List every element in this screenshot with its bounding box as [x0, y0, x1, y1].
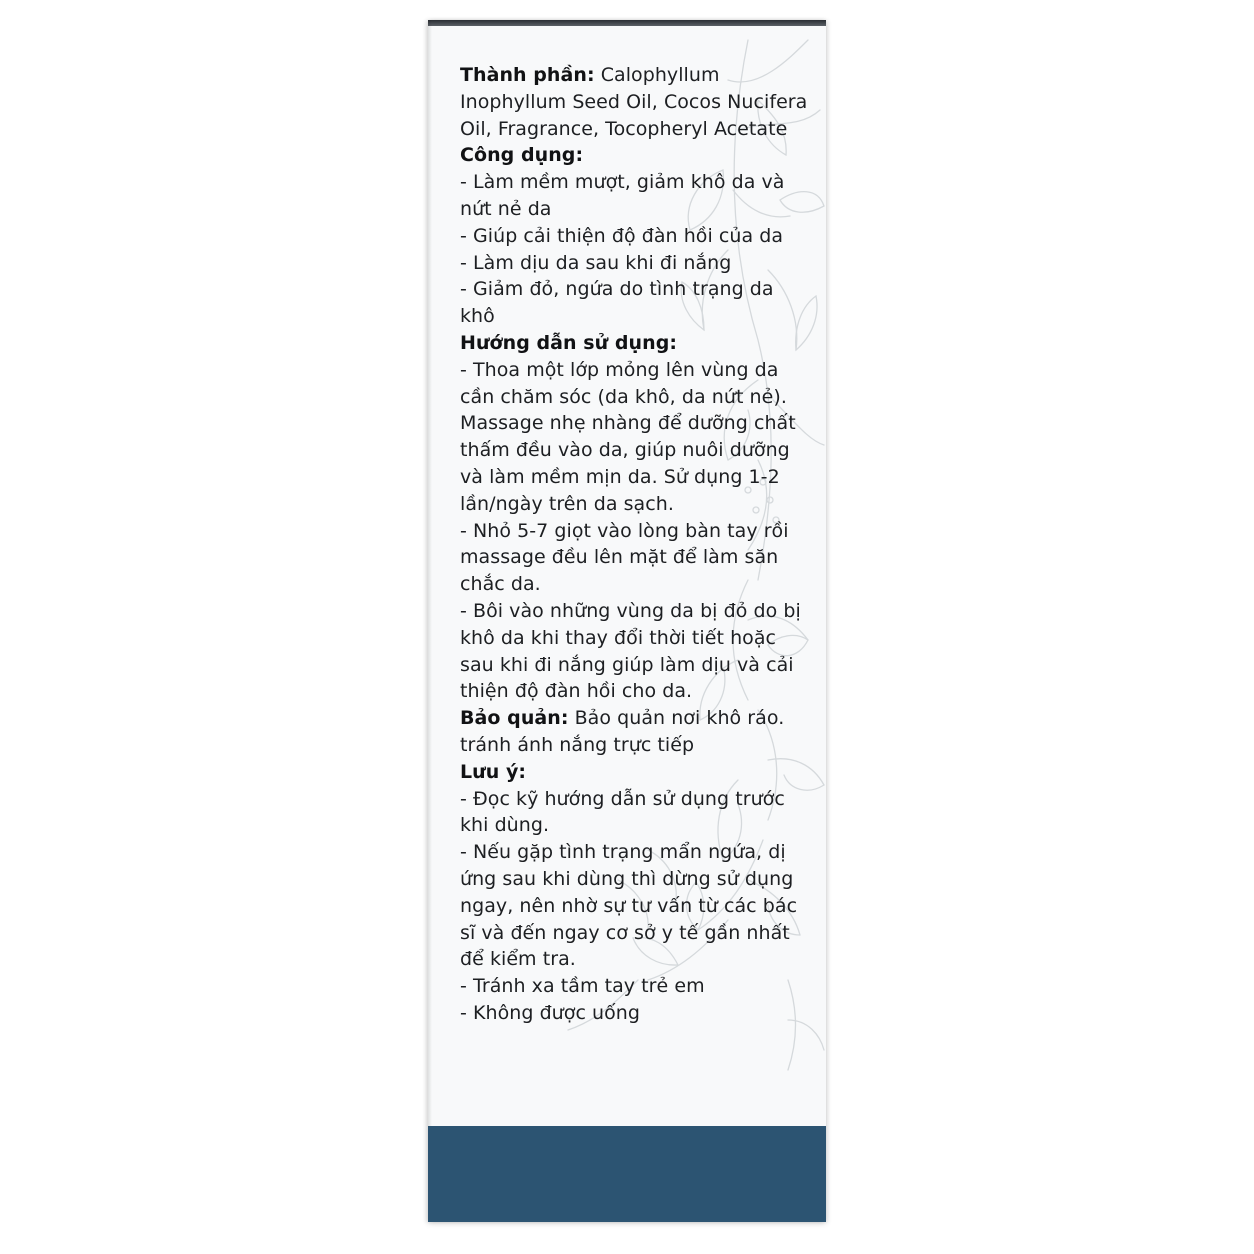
warnings-section: [460, 759, 808, 1027]
benefits-item: - Làm mềm mượt, giảm khô da và nứt nẻ da: [460, 171, 785, 220]
benefits-section: [460, 142, 808, 330]
benefits-item: - Làm dịu da sau khi đi nắng: [460, 251, 732, 274]
storage-heading: Bảo quản:: [460, 707, 569, 730]
usage-section: [460, 330, 808, 705]
benefits-heading: Công dụng:: [460, 144, 584, 167]
ingredients-heading: Thành phần:: [460, 64, 595, 86]
product-box-side-panel: [428, 20, 826, 1222]
warnings-item: - Không được uống: [460, 1001, 640, 1024]
ingredients-section: [460, 62, 808, 142]
warnings-heading: Lưu ý:: [460, 760, 527, 783]
benefits-item: - Giúp cải thiện độ đàn hồi của da: [460, 224, 784, 247]
storage-text: Bảo quản nơi khô ráo. tránh ánh nắng trực tiếp: [460, 707, 785, 756]
box-bottom-color-band: [428, 1126, 826, 1222]
benefits-item: - Giảm đỏ, ngứa do tình trạng da khô: [460, 278, 774, 328]
usage-item: - Nhỏ 5-7 giọt vào lòng bàn tay rồi massage đều lên mặt để làm săn chắc da.: [460, 519, 789, 596]
usage-item: - Bôi vào những vùng da bị đỏ do bị khô da khi thay đổi thời tiết hoặc sau khi đi nắng giúp làm dịu và cải thiện độ đàn hồi cho da.: [460, 599, 801, 703]
warnings-item: - Nếu gặp tình trạng mẩn ngứa, dị ứng sau khi dùng thì dừng sử dụng ngay, nên nhờ sự tư vấn từ các bác sĩ và đến ngay cơ sở y tế gần nhất để kiểm tra.: [460, 841, 798, 971]
ingredients-text: Calophyllum Inophyllum Seed Oil, Cocos Nucifera Oil, Fragrance, Tocopheryl Acetate: [460, 64, 808, 140]
warnings-item: - Tránh xa tầm tay trẻ em: [460, 975, 705, 998]
storage-section: [460, 705, 808, 759]
usage-heading: Hướng dẫn sử dụng:: [460, 331, 677, 354]
product-label-text: [460, 62, 808, 1027]
warnings-item: - Đọc kỹ hướng dẫn sử dụng trước khi dùng.: [460, 787, 785, 837]
usage-item: - Thoa một lớp mỏng lên vùng da cần chăm sóc (da khô, da nứt nẻ). Massage nhẹ nhàng để dưỡng chất thấm đều vào da, giúp nuôi dưỡng và làm mềm mịn da. Sử dụng 1-2 lần/ngày trên da sạch.: [460, 358, 796, 515]
